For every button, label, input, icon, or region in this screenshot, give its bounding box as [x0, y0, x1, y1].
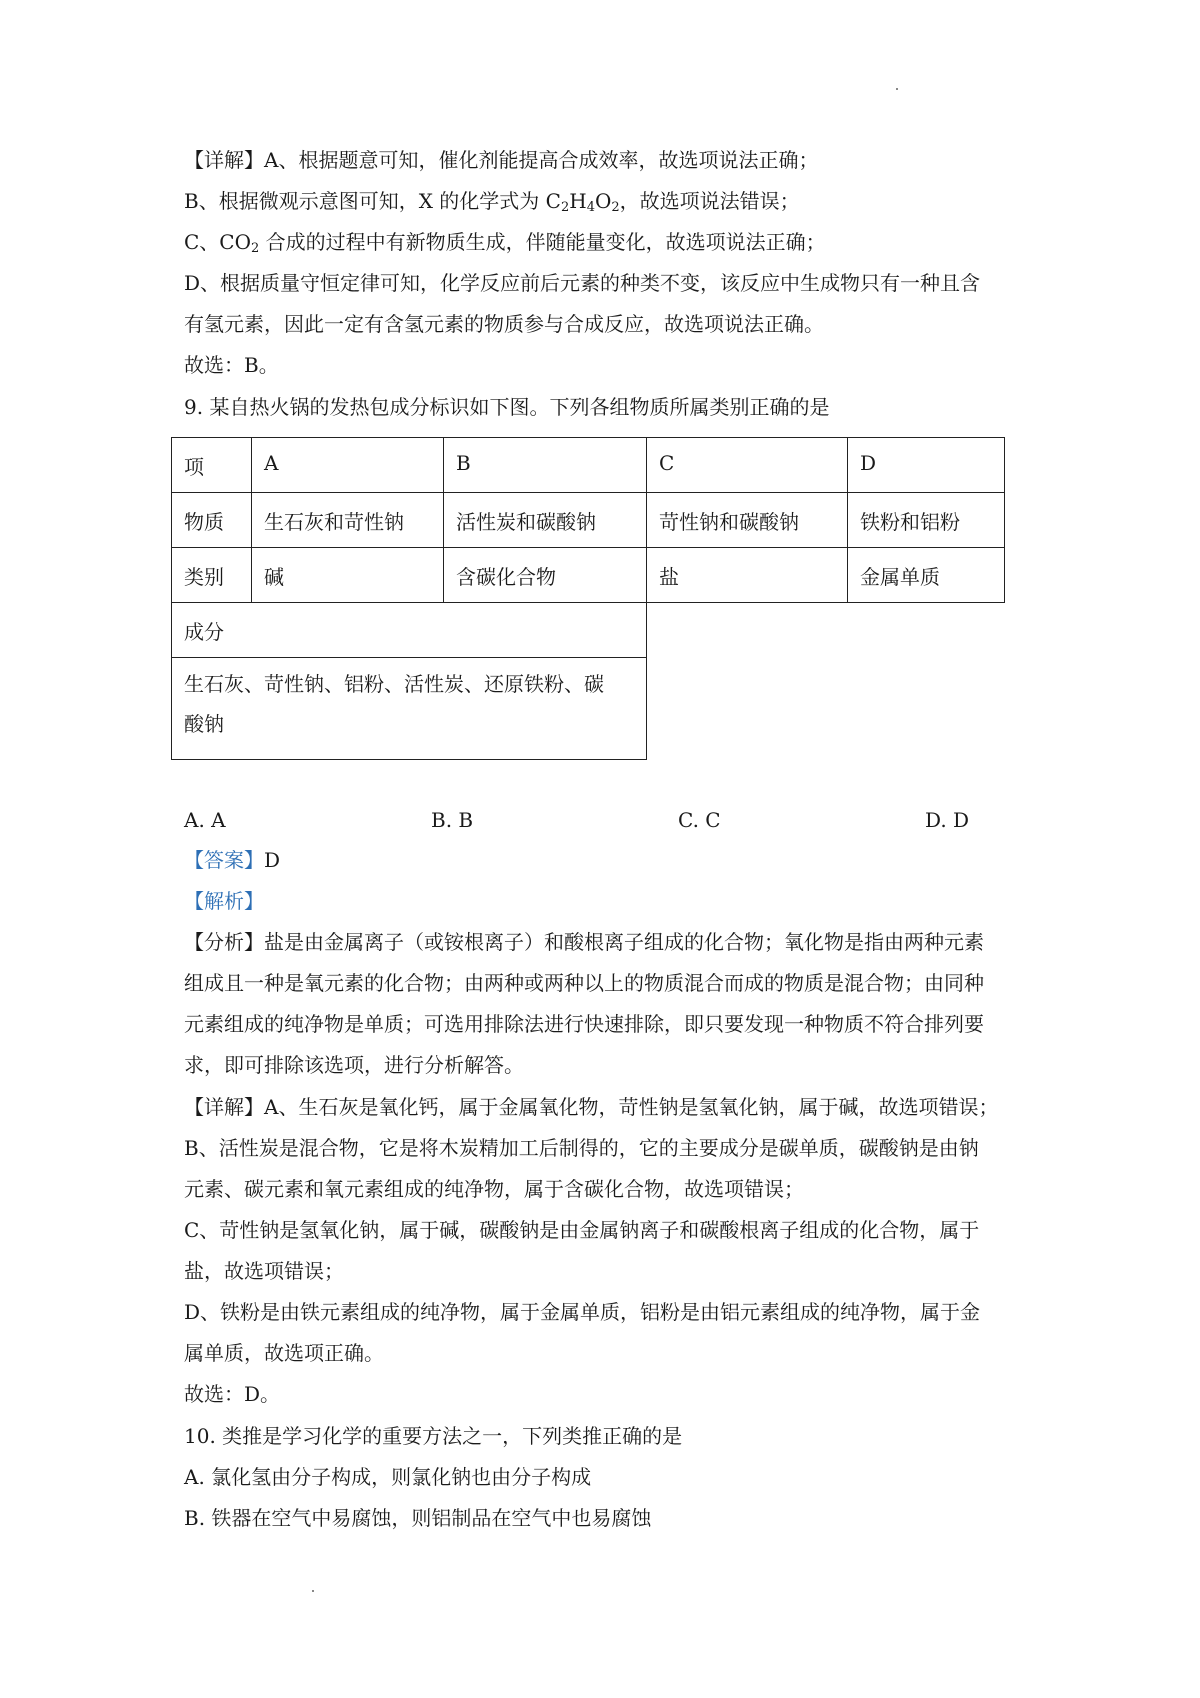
question-9-stem: 9. 某自热火锅的发热包成分标识如下图。下列各组物质所属类别正确的是 — [184, 395, 830, 419]
detail-line: 【详解】A、生石灰是氧化钙，属于金属氧化物，苛性钠是氢氧化钠，属于碱，故选项错误； — [184, 1095, 999, 1119]
detail-line: C、$CO_2$ 合成的过程中有新物质生成，伴随能量变化，故选项说法正确； — [184, 230, 826, 256]
detail-line: 有氢元素，因此一定有含氢元素的物质参与合成反应，故选项说法正确。 — [184, 312, 824, 336]
table-cell: 物质 — [172, 493, 252, 548]
option-d: D. D — [925, 808, 970, 832]
option-c: C. C — [678, 808, 721, 832]
answer-label: 【答案】 — [184, 848, 264, 872]
table-cell: 含碳化合物 — [444, 548, 647, 603]
question-10-option-b: B. 铁器在空气中易腐蚀，则铝制品在空气中也易腐蚀 — [184, 1506, 652, 1530]
table-cell: 生石灰和苛性钠 — [252, 493, 444, 548]
table-row — [172, 548, 1005, 603]
detail-line: B、活性炭是混合物，它是将木炭精加工后制得的，它的主要成分是碳单质，碳酸钠是由钠 — [184, 1136, 979, 1160]
analysis-label: 【解析】 — [184, 889, 264, 913]
table-cell: D — [848, 438, 1005, 493]
detail-line: 属单质，故选项正确。 — [184, 1341, 384, 1365]
component-line: 酸钠 — [184, 712, 224, 736]
table-row — [172, 493, 1005, 548]
scan-dot — [312, 1590, 314, 1592]
empty-cell — [647, 603, 1005, 658]
table-cell: 活性炭和碳酸钠 — [444, 493, 647, 548]
table-row — [172, 658, 1005, 760]
component-line: 生石灰、苛性钠、铝粉、活性炭、还原铁粉、碳 — [184, 672, 604, 696]
answer-line — [184, 846, 1050, 874]
empty-cell — [647, 658, 1005, 760]
detail-line: D、根据质量守恒定律可知，化学反应前后元素的种类不变，该反应中生成物只有一种且含 — [184, 271, 981, 295]
final-choice: 故选：B。 — [184, 353, 279, 377]
analysis-line: 组成且一种是氧元素的化合物；由两种或两种以上的物质混合而成的物质是混合物；由同种 — [184, 971, 984, 995]
analysis-line: 元素组成的纯净物是单质；可选用排除法进行快速排除，即只要发现一种物质不符合排列要 — [184, 1012, 984, 1036]
table-cell: 项 — [172, 438, 252, 493]
option-a: A. A — [184, 808, 226, 832]
table-cell: 铁粉和铝粉 — [848, 493, 1005, 548]
question-10-option-a: A. 氯化氢由分子构成，则氯化钠也由分子构成 — [184, 1465, 592, 1489]
table-cell: 金属单质 — [848, 548, 1005, 603]
answer-value: D — [264, 848, 281, 872]
detail-line: 元素、碳元素和氧元素组成的纯净物，属于含碳化合物，故选项错误； — [184, 1177, 804, 1201]
table-cell: 类别 — [172, 548, 252, 603]
detail-line: C、苛性钠是氢氧化钠，属于碱，碳酸钠是由金属钠离子和碳酸根离子组成的化合物，属于 — [184, 1218, 980, 1242]
table-cell: 苛性钠和碳酸钠 — [647, 493, 848, 548]
scan-dot — [896, 88, 898, 90]
table-cell: 碱 — [252, 548, 444, 603]
table-cell: 盐 — [647, 548, 848, 603]
detail-line: 盐，故选项错误； — [184, 1259, 344, 1283]
table-cell: C — [647, 438, 848, 493]
question-10-stem: 10. 类推是学习化学的重要方法之一，下列类推正确的是 — [184, 1424, 683, 1448]
detail-line: 【详解】A、根据题意可知，催化剂能提高合成效率，故选项说法正确； — [184, 148, 819, 172]
analysis-line: 【分析】盐是由金属离子（或铵根离子）和酸根离子组成的化合物；氧化物是指由两种元素 — [184, 930, 984, 954]
question-9-table — [171, 437, 1005, 760]
table-row — [172, 438, 1005, 493]
component-label-cell: 成分 — [172, 603, 647, 658]
table-cell: B — [444, 438, 647, 493]
detail-line: B、根据微观示意图可知，X 的化学式为 $C_2H_4O_2$，故选项说法错误； — [184, 189, 800, 215]
option-b: B. B — [431, 808, 474, 832]
detail-line: D、铁粉是由铁元素组成的纯净物，属于金属单质，铝粉是由铝元素组成的纯净物，属于金 — [184, 1300, 981, 1324]
table-row — [172, 603, 1005, 658]
component-list-cell — [172, 658, 647, 760]
table-cell: A — [252, 438, 444, 493]
analysis-line: 求，即可排除该选项，进行分析解答。 — [184, 1053, 524, 1077]
final-choice: 故选：D。 — [184, 1382, 281, 1406]
